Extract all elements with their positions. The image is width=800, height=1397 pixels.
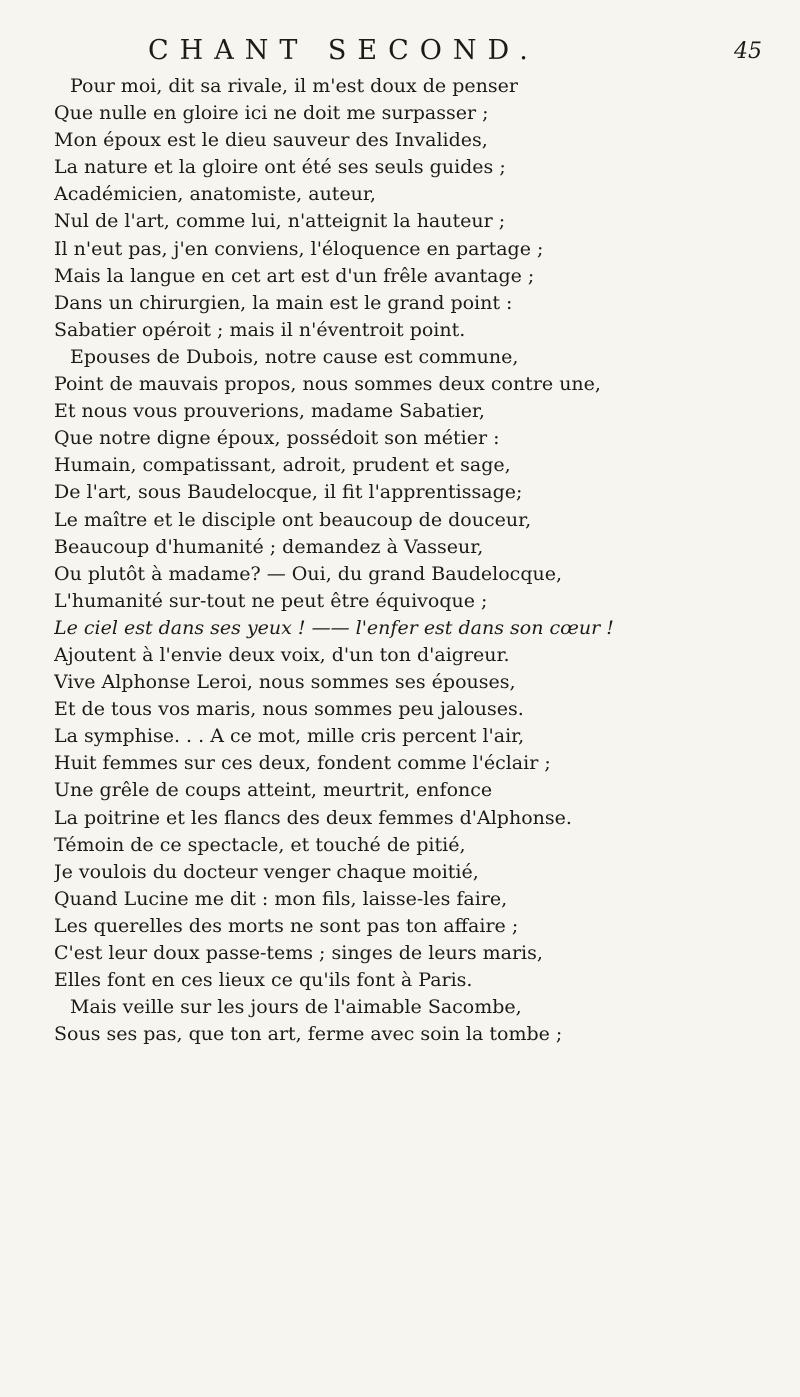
verse-line: La symphise. . . A ce mot, mille cris percent l'air, [54, 725, 525, 748]
verse-line: Point de mauvais propos, nous sommes deux contre une, [54, 373, 601, 396]
verse-line: Nul de l'art, comme lui, n'atteignit la hauteur ; [54, 210, 506, 233]
verse-line: Quand Lucine me dit : mon fils, laisse-les faire, [54, 887, 508, 910]
verse-line: Elles font en ces lieux ce qu'ils font à Paris. [54, 969, 473, 992]
verse-line: La poitrine et les flancs des deux femmes d'Alphonse. [54, 806, 572, 829]
verse-line: Vive Alphonse Leroi, nous sommes ses épouses, [54, 671, 516, 694]
chapter-title: CHANT SECOND. [148, 35, 539, 66]
verse-line: Sabatier opéroit ; mais il n'éventroit point. [54, 318, 466, 341]
verse-line: Humain, compatissant, adroit, prudent et sage, [54, 454, 511, 477]
verse-line: De l'art, sous Baudelocque, il fit l'apprentissage; [54, 481, 523, 504]
verse-line: Académicien, anatomiste, auteur, [54, 183, 376, 206]
verse-line: Ajoutent à l'envie deux voix, d'un ton d'aigreur. [54, 643, 510, 666]
verse-line: Mais la langue en cet art est d'un frêle avantage ; [54, 264, 535, 287]
running-head [0, 34, 800, 74]
verse-line: Que nulle en gloire ici ne doit me surpasser ; [54, 102, 489, 125]
verse-line: Sous ses pas, que ton art, ferme avec soin la tombe ; [54, 1023, 563, 1046]
verse-line: Epouses de Dubois, notre cause est commune, [70, 345, 519, 368]
verse-line: Une grêle de coups atteint, meurtrit, enfonce [54, 779, 493, 802]
page-number: 45 [734, 39, 762, 64]
verse-line: Dans un chirurgien, la main est le grand point : [54, 291, 513, 314]
verse-line: C'est leur doux passe-tems ; singes de leurs maris, [54, 942, 543, 964]
verse-line: Et de tous vos maris, nous sommes peu jalouses. [54, 698, 524, 721]
verse-line: Témoin de ce spectacle, et touché de pitié, [54, 833, 466, 856]
verse-line: Beaucoup d'humanité ; demandez à Vasseur, [54, 535, 484, 558]
verse-line: Huit femmes sur ces deux, fondent comme l'éclair ; [54, 752, 551, 775]
verse-line: Pour moi, dit sa rivale, il m'est doux de penser [70, 75, 518, 97]
verse-line: Il n'eut pas, j'en conviens, l'éloquence en partage ; [54, 237, 544, 260]
verse-line: L'humanité sur-tout ne peut être équivoque ; [54, 589, 488, 612]
verse-line: Les querelles des morts ne sont pas ton affaire ; [54, 914, 519, 937]
verse-line: Le ciel est dans ses yeux ! —— l'enfer est dans son cœur ! [54, 616, 614, 639]
verse-line: Le maître et le disciple ont beaucoup de douceur, [54, 508, 532, 531]
verse-line: Mais veille sur les jours de l'aimable Sacombe, [70, 996, 522, 1019]
verse-line: Ou plutôt à madame? — Oui, du grand Baudelocque, [54, 562, 562, 585]
verse-line: Et nous vous prouverions, madame Sabatier, [54, 400, 485, 423]
verse-line: Mon époux est le dieu sauveur des Invalides, [54, 129, 488, 152]
verse-line: Je voulois du docteur venger chaque moitié, [54, 860, 479, 883]
verse-line: La nature et la gloire ont été ses seuls guides ; [54, 156, 506, 179]
verse-line: Que notre digne époux, possédoit son métier : [54, 427, 500, 450]
poem-text [54, 73, 770, 1048]
